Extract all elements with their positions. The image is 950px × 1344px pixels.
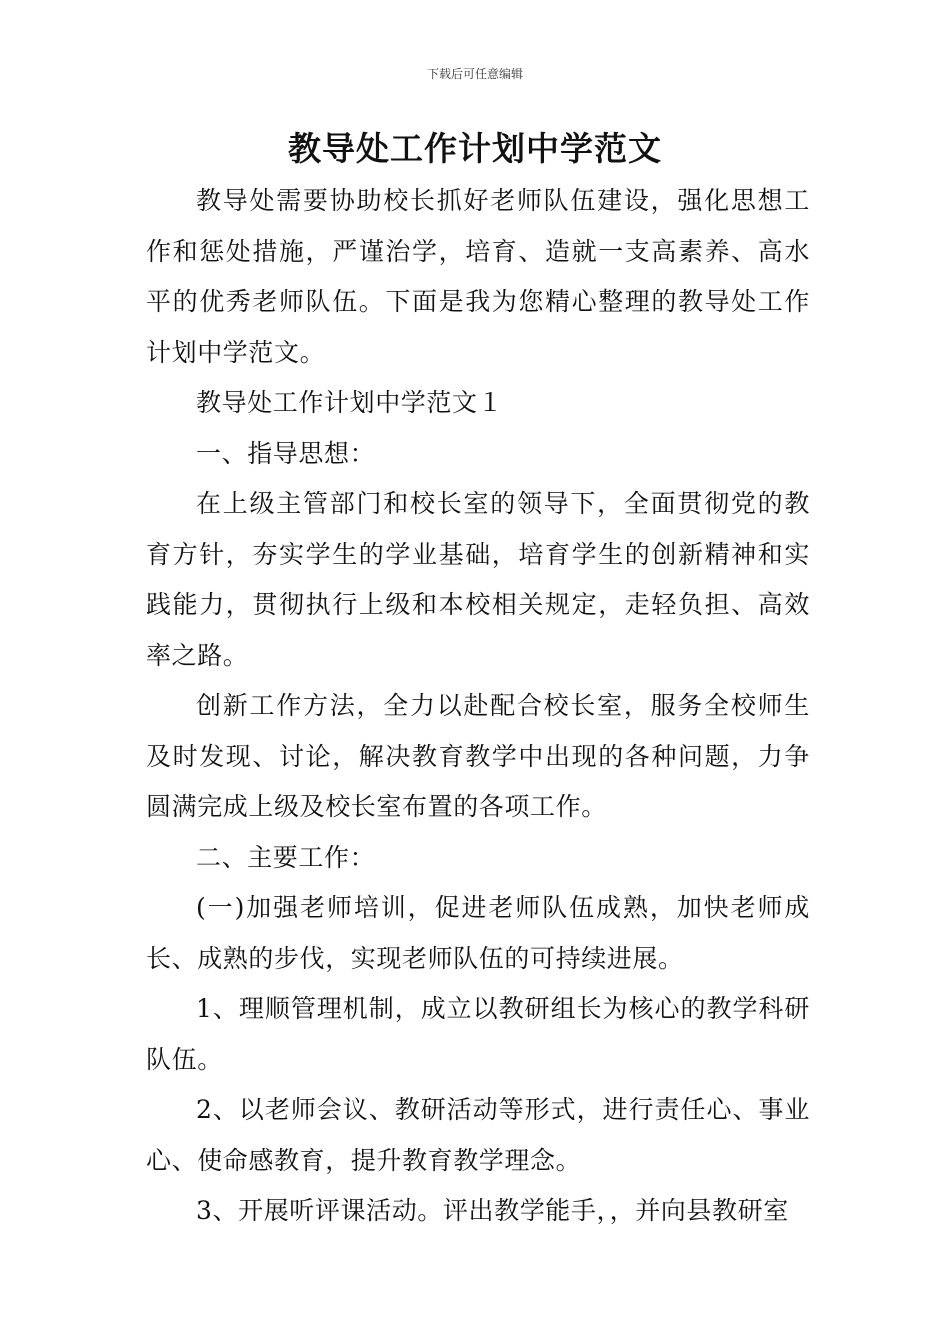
header-note: 下载后可任意编辑 xyxy=(426,67,523,81)
section-heading-guiding-ideology: 一、指导思想： xyxy=(196,438,376,468)
section-heading-main-work: 二、主要工作： xyxy=(196,842,376,872)
list-item-1: 1、理顺管理机制，成立以教研组长为核心的教学科研队伍。 xyxy=(146,994,810,1074)
section-heading-sample-1: 教导处工作计划中学范文１ xyxy=(196,388,504,417)
list-item-2: 2、以老师会议、教研活动等形式，进行责任心、事业心、使命感教育，提升教育教学理念。 xyxy=(146,1095,810,1175)
paragraph-teacher-training: (一)加强老师培训，促进老师队伍成熟，加快老师成长、成熟的步伐，实现老师队伍的可持续进展。 xyxy=(146,893,810,973)
paragraph-guiding-ideology: 在上级主管部门和校长室的领导下，全面贯彻党的教育方针，夯实学生的学业基础，培育学生的创新精神和实践能力，贯彻执行上级和本校相关规定，走轻负担、高效率之路。 xyxy=(146,489,810,670)
paragraph-work-method: 创新工作方法，全力以赴配合校长室，服务全校师生及时发现、讨论，解决教育教学中出现的各种问题，力争圆满完成上级及校长室布置的各项工作。 xyxy=(146,691,810,821)
list-item-3: 3、开展听评课活动。评出教学能手，，并向县教研室 xyxy=(196,1196,789,1225)
document-title: 教导处工作计划中学范文 xyxy=(288,129,662,168)
paragraph-intro: 教导处需要协助校长抓好老师队伍建设，强化思想工作和惩处措施，严谨治学，培育、造就一支高素养、高水平的优秀老师队伍。下面是我为您精心整理的教导处工作计划中学范文。 xyxy=(146,186,810,367)
document-body xyxy=(146,176,810,1237)
